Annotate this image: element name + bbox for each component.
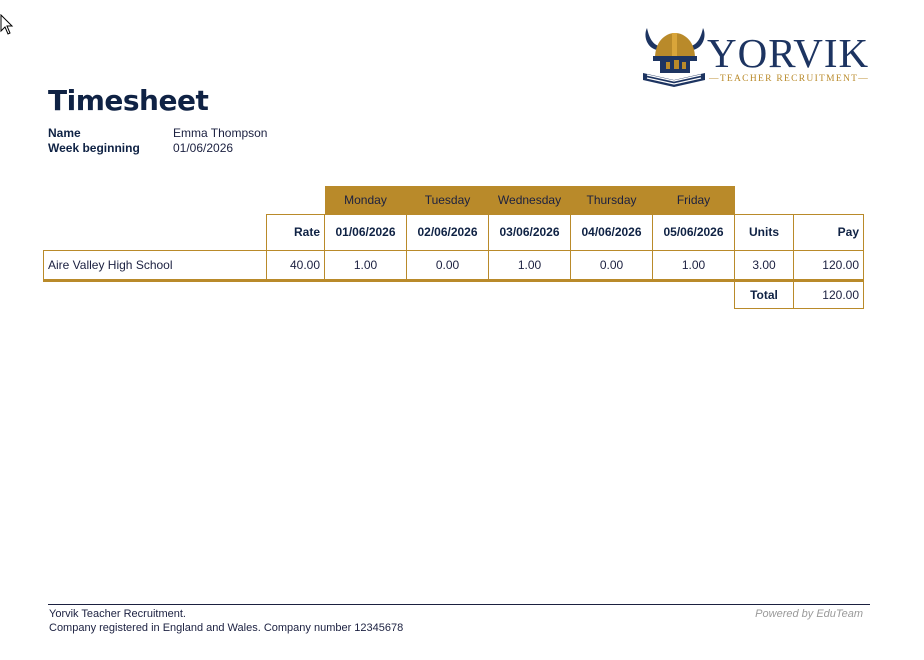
day-units-value: 0.00 [571,250,653,280]
footer-registration: Company registered in England and Wales. Company number 12345678 [49,622,404,634]
week-beginning-label: Week beginning [48,141,140,155]
day-units-value: 1.00 [653,250,735,280]
total-label: Total [735,280,794,308]
total-value: 120.00 [794,280,864,308]
name-label: Name [48,126,81,140]
units-value: 3.00 [735,250,794,280]
footer-divider [48,604,870,605]
date-header: 04/06/2026 [571,214,653,250]
total-row [44,280,864,308]
week-beginning-value: 01/06/2026 [173,141,234,155]
day-header-monday: Monday [325,186,407,214]
day-header-tuesday: Tuesday [407,186,489,214]
day-header-row [44,186,864,214]
date-header: 05/06/2026 [653,214,735,250]
page-title: Timesheet [48,84,209,117]
logo-tagline-text: TEACHER RECRUITMENT [719,74,859,84]
logo-tagline: —TEACHER RECRUITMENT— [709,74,870,84]
day-header-wednesday: Wednesday [489,186,571,214]
day-units-value: 0.00 [407,250,489,280]
powered-by-link[interactable]: Powered by EduTeam [755,608,863,620]
day-units-value: 1.00 [325,250,407,280]
rate-header: Rate [267,214,325,250]
day-units-value: 1.00 [489,250,571,280]
day-header-friday: Friday [653,186,735,214]
timesheet-table [43,186,864,309]
rate-value: 40.00 [267,250,325,280]
mouse-cursor-icon [0,14,14,36]
column-header-row [44,214,864,250]
yorvik-logo [641,24,870,90]
table-row [44,250,864,280]
name-value: Emma Thompson [173,126,268,140]
day-header-thursday: Thursday [571,186,653,214]
viking-helmet-book-icon [641,24,707,90]
logo-wordmark: YORVIK [707,30,870,76]
date-header: 01/06/2026 [325,214,407,250]
date-header: 03/06/2026 [489,214,571,250]
pay-header: Pay [794,214,864,250]
pay-value: 120.00 [794,250,864,280]
school-name: Aire Valley High School [44,250,267,280]
footer-company-name: Yorvik Teacher Recruitment. [49,608,186,620]
units-header: Units [735,214,794,250]
date-header: 02/06/2026 [407,214,489,250]
